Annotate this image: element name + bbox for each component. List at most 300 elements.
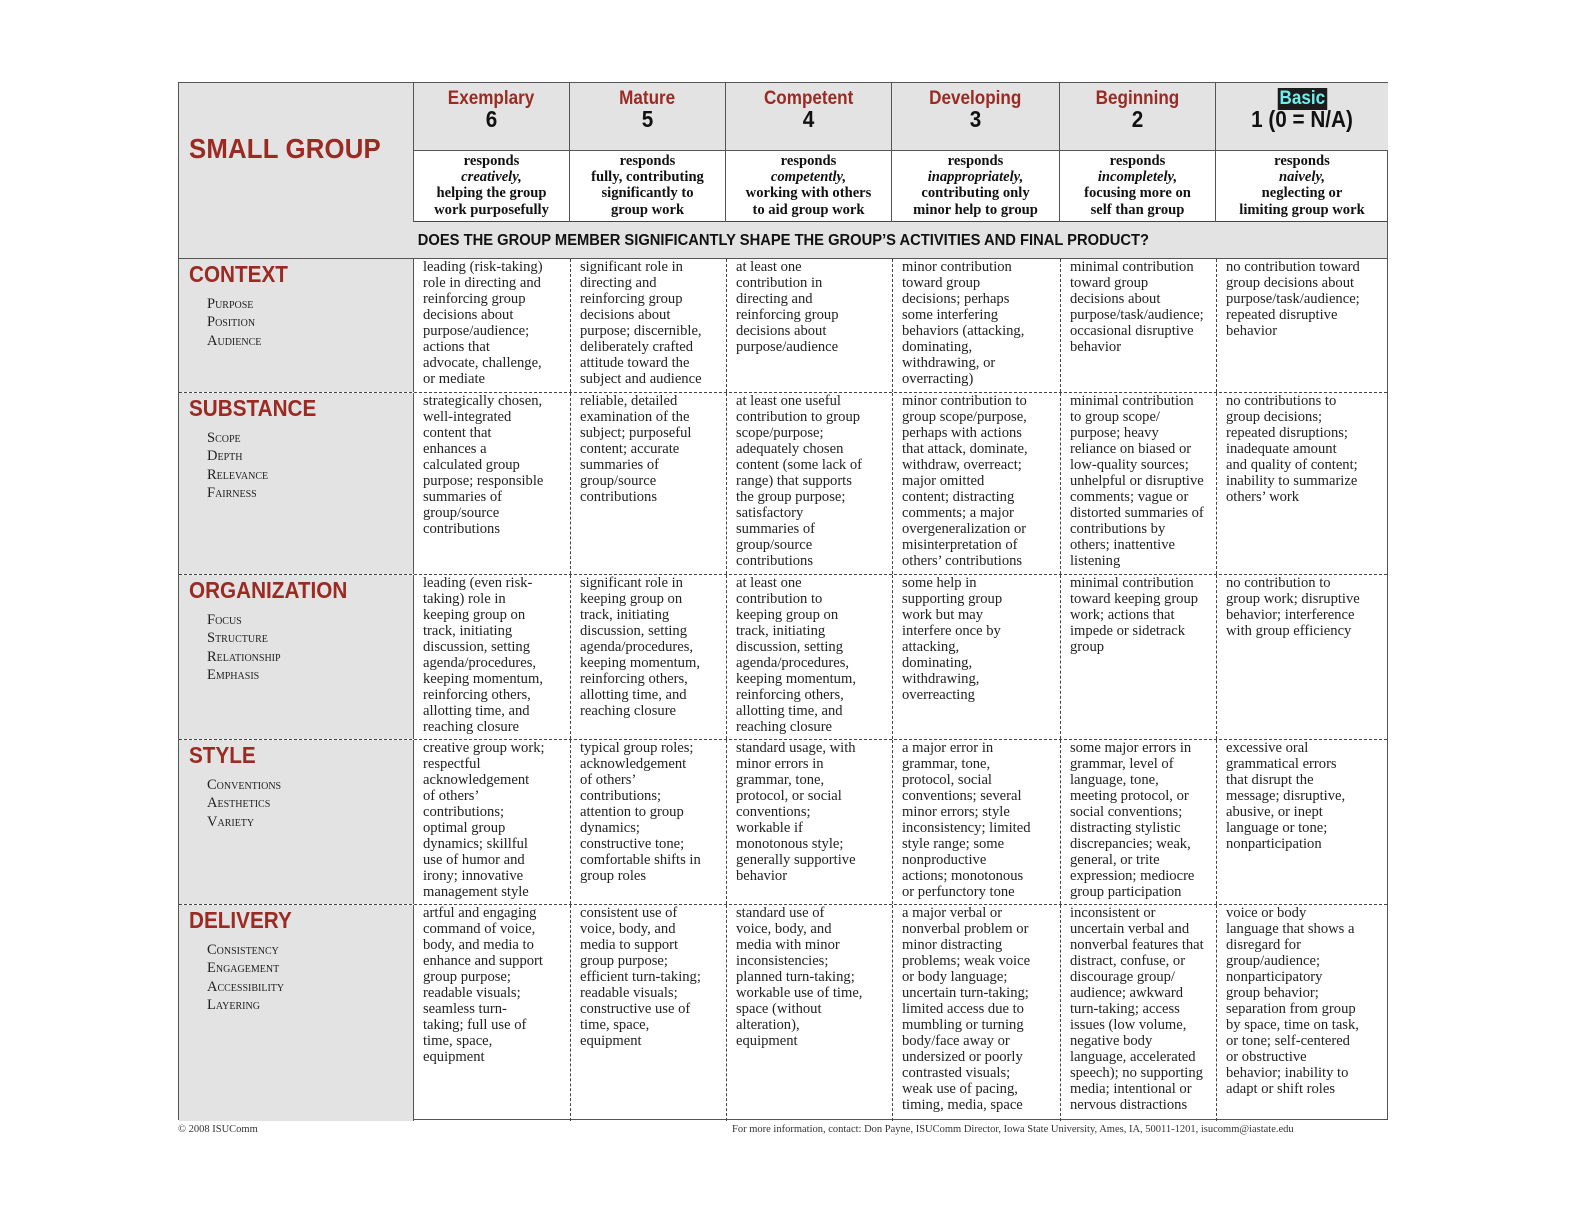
- rubric-cell-line: contrasted visuals;: [902, 1065, 1011, 1081]
- rubric-cell-line: adapt or shift roles: [1226, 1081, 1336, 1097]
- rubric-cell-line: space (without: [736, 1001, 822, 1017]
- level-description: [1060, 152, 1215, 218]
- rubric-cell-line: keeping momentum,: [423, 671, 543, 687]
- rubric-header: [179, 83, 1387, 222]
- level-description-line: responds: [780, 153, 837, 169]
- rubric-cell-line: keeping momentum,: [580, 655, 700, 671]
- rubric-cell-line: actions that: [423, 339, 490, 355]
- rubric-cell-line: unhelpful or disruptive: [1070, 473, 1204, 489]
- rubric-cell-line: by space, time on task,: [1226, 1017, 1359, 1033]
- rubric-cell: [414, 905, 570, 1121]
- rubric-cell-line: turn-taking; access: [1070, 1001, 1180, 1017]
- level-description-line: responds: [947, 153, 1004, 169]
- level-description-line: focusing more on: [1084, 185, 1191, 202]
- level-title-box: [726, 83, 891, 151]
- criterion-subitem: Consistency: [207, 942, 279, 958]
- rubric-cell-line: reinforcing others,: [580, 671, 688, 687]
- level-description: [1216, 152, 1388, 218]
- criterion-subitem: Audience: [207, 332, 262, 349]
- rubric-cell-line: to group scope/: [1070, 409, 1160, 425]
- rubric-cell-line: grammar, tone,: [736, 772, 825, 788]
- rubric-cell-line: speech); no supporting: [1070, 1065, 1203, 1081]
- rubric-cell-line: subject; purposeful: [580, 425, 692, 441]
- rubric-cell-line: reliable, detailed: [580, 393, 678, 409]
- rubric-cell: [1060, 905, 1216, 1121]
- rubric-cell: [892, 905, 1060, 1121]
- rubric-cell-line: keeping group on: [580, 591, 683, 607]
- rubric-cell-line: nonverbal problem or: [902, 921, 1029, 937]
- rubric-cell-line: purpose/audience;: [423, 323, 530, 339]
- rubric-cell-line: generally supportive: [736, 852, 856, 868]
- rubric-cell-line: time, space,: [580, 1017, 650, 1033]
- rubric-cell: [570, 740, 726, 904]
- level-name: Exemplary: [448, 88, 535, 109]
- rubric-cell-line: language, tone,: [1070, 772, 1159, 788]
- rubric-cell-line: audience; awkward: [1070, 985, 1184, 1001]
- rubric-cell: [1060, 740, 1216, 904]
- rubric-cell-line: media with minor: [736, 937, 840, 953]
- rubric-cell-line: enhances a: [423, 441, 487, 457]
- rubric-cell-line: minimal contribution: [1070, 259, 1194, 275]
- rubric-cell-line: group/source: [423, 505, 500, 521]
- criterion-name: SUBSTANCE: [189, 395, 317, 421]
- rubric-cell-line: expression; mediocre: [1070, 868, 1195, 884]
- rubric-cell-line: mumbling or turning: [902, 1017, 1024, 1033]
- rubric-cell: [1060, 575, 1216, 739]
- rubric-cell-line: perhaps with actions: [902, 425, 1022, 441]
- rubric-cell-line: content; accurate: [580, 441, 680, 457]
- rubric-cell-line: standard use of: [736, 905, 825, 921]
- rubric-cell-line: allotting time, and: [736, 703, 843, 719]
- rubric-cell-line: reinforcing group: [423, 291, 526, 307]
- rubric-cell-line: reaching closure: [580, 703, 677, 719]
- rubric-cell-line: others; inattentive: [1070, 537, 1175, 553]
- rubric-cell-line: workable use of time,: [736, 985, 863, 1001]
- rubric-cell-line: others’ contributions: [902, 553, 1023, 569]
- rubric-cell-line: no contribution toward: [1226, 259, 1360, 275]
- criterion-subitems: [207, 429, 268, 503]
- rubric-cell-line: dynamics;: [580, 820, 640, 836]
- rubric-cell-line: low-quality sources;: [1070, 457, 1189, 473]
- rubric-cell: [1216, 905, 1388, 1121]
- rubric-cell-line: directing and: [580, 275, 657, 291]
- rubric-cell: [726, 575, 892, 739]
- rubric-cell: [726, 905, 892, 1121]
- rubric-cell-line: equipment: [580, 1033, 642, 1049]
- criterion-row-delivery: [179, 904, 1387, 1121]
- level-description-line: group work: [610, 201, 685, 218]
- rubric-cell-line: problems; weak voice: [902, 953, 1031, 969]
- rubric-cell-line: discussion, setting: [423, 639, 531, 655]
- criterion-subitem: Focus: [207, 612, 242, 628]
- rubric-cell-line: contributions;: [580, 788, 662, 804]
- rubric-cell-line: group decisions;: [1226, 409, 1323, 425]
- rubric-cell-line: style range; some: [902, 836, 1005, 852]
- rubric-cell-line: disregard for: [1226, 937, 1301, 953]
- rubric-cell-line: group purpose;: [580, 953, 668, 969]
- criterion-subitems: [207, 941, 284, 1015]
- level-description-line: inappropriately,: [927, 169, 1024, 186]
- rubric-cell: [726, 393, 892, 574]
- level-description-line: significantly to: [601, 185, 694, 202]
- rubric-cell-line: repeated disruptions;: [1226, 425, 1348, 441]
- rubric-cell-line: language or tone;: [1226, 820, 1328, 836]
- rubric-cell-line: consistent use of: [580, 905, 678, 921]
- level-description-line: self than group: [1090, 201, 1185, 218]
- rubric-cell-line: equipment: [423, 1049, 485, 1065]
- rubric-cell: [1216, 740, 1388, 904]
- rubric-cell-line: some major errors in: [1070, 740, 1192, 756]
- rubric-cell-line: timing, media, space: [902, 1097, 1023, 1113]
- rubric-cell-line: purpose/task/audience;: [1226, 291, 1360, 307]
- criterion-cell: [179, 575, 414, 739]
- rubric-cell-line: behavior: [1226, 323, 1278, 339]
- rubric-cell-line: comfortable shifts in: [580, 852, 701, 868]
- rubric-cell-line: no contributions to: [1226, 393, 1337, 409]
- rubric-cell-line: nonverbal features that: [1070, 937, 1204, 953]
- rubric-cell-line: use of humor and: [423, 852, 525, 868]
- rubric-cell-line: group decisions about: [1226, 275, 1355, 291]
- rubric-cell-line: contribution in: [736, 275, 823, 291]
- rubric-cell-line: group purpose;: [423, 969, 511, 985]
- rubric-cell-line: well-integrated: [423, 409, 512, 425]
- rubric-cell-line: role in directing and: [423, 275, 541, 291]
- rubric-cell-line: discourage group/: [1070, 969, 1175, 985]
- rubric-cell-line: content; distracting: [902, 489, 1015, 505]
- level-score: 4: [802, 106, 815, 132]
- rubric-cell-line: decisions about: [736, 323, 827, 339]
- rubric-cell-line: or mediate: [423, 371, 485, 387]
- rubric-cell-line: work; actions that: [1070, 607, 1175, 623]
- level-header-2: [726, 83, 892, 222]
- rubric-cell-line: reinforcing group: [736, 307, 839, 323]
- rubric-cell-line: group/audience;: [1226, 953, 1321, 969]
- level-score: 1 (0 = N/A): [1251, 106, 1353, 132]
- rubric-cell-line: issues (low volume,: [1070, 1017, 1187, 1033]
- rubric-cell-line: limited access due to: [902, 1001, 1024, 1017]
- level-name: Developing: [929, 88, 1022, 109]
- rubric-cell-line: content that: [423, 425, 492, 441]
- criterion-cell: [179, 905, 414, 1121]
- rubric-cell: [892, 740, 1060, 904]
- rubric-cell-line: minor contribution to: [902, 393, 1027, 409]
- criterion-subitem: Relevance: [207, 466, 269, 483]
- level-description: [570, 152, 725, 218]
- criterion-subitem: Position: [207, 314, 256, 331]
- rubric-cell-line: efficient turn-taking;: [580, 969, 701, 985]
- rubric-cell-line: summaries of: [736, 521, 816, 537]
- rubric-cell: [726, 259, 892, 392]
- rubric-cell-line: voice or body: [1226, 905, 1307, 921]
- rubric-cell-line: distracting stylistic: [1070, 820, 1181, 836]
- rubric-cell-line: minor contribution: [902, 259, 1012, 275]
- rubric-cell-line: language, accelerated: [1070, 1049, 1196, 1065]
- rubric-cell: [726, 740, 892, 904]
- rubric-cell-line: attention to group: [580, 804, 684, 820]
- rubric-cell-line: respectful: [423, 756, 481, 772]
- rubric-cell-line: taking) role in: [423, 591, 506, 607]
- rubric-cell-line: contribution to: [736, 591, 823, 607]
- rubric-cell-line: overreacting: [902, 687, 975, 703]
- rubric-cell: [414, 575, 570, 739]
- rubric-cell-line: reaching closure: [423, 719, 520, 735]
- rubric-cell: [414, 393, 570, 574]
- rubric-cell-line: undersized or poorly: [902, 1049, 1023, 1065]
- rubric-cell-line: readable visuals;: [580, 985, 678, 1001]
- rubric-cell-line: nonparticipation: [1226, 836, 1322, 852]
- rubric-cell-line: at least one: [736, 259, 802, 275]
- rubric-cell-line: comments; a major: [902, 505, 1014, 521]
- rubric-cell-line: others’ work: [1226, 489, 1300, 505]
- rubric-cell: [570, 259, 726, 392]
- rubric-cell-line: summaries of: [423, 489, 503, 505]
- rubric-cell-line: keeping momentum,: [736, 671, 856, 687]
- level-description-line: working with others: [745, 185, 872, 202]
- rubric-cell-line: purpose; heavy: [1070, 425, 1159, 441]
- level-description: [892, 152, 1059, 218]
- criterion-subitem: Purpose: [207, 296, 254, 312]
- criterion-subitem: Emphasis: [207, 667, 260, 684]
- rubric-cell-line: overgeneralization or: [902, 521, 1027, 537]
- rubric-cell-line: no contribution to: [1226, 575, 1331, 591]
- criterion-subitem: Engagement: [207, 960, 280, 977]
- rubric-cell: [414, 259, 570, 392]
- rubric-cell-line: misinterpretation of: [902, 537, 1018, 553]
- rubric-cell-line: agenda/procedures,: [736, 655, 850, 671]
- criterion-subitem: Fairness: [207, 485, 257, 502]
- criterion-name: STYLE: [189, 742, 256, 768]
- guiding-question-text: DOES THE GROUP MEMBER SIGNIFICANTLY SHAPE THE GROUP’S ACTIVITIES AND FINAL PRODUCT?: [417, 232, 1149, 249]
- rubric-cell-line: of others’: [423, 788, 480, 804]
- level-name: Competent: [763, 88, 854, 109]
- level-description-line: work purposefully: [434, 201, 549, 218]
- rubric-cell-line: minimal contribution: [1070, 393, 1194, 409]
- level-score: 3: [969, 106, 982, 132]
- rubric-cell-line: advocate, challenge,: [423, 355, 542, 371]
- criterion-row-context: [179, 259, 1387, 392]
- rubric-cell-line: reaching closure: [736, 719, 833, 735]
- rubric-cell-line: track, initiating: [580, 607, 670, 623]
- rubric-cell-line: command of voice,: [423, 921, 536, 937]
- rubric-cell-line: that attack, dominate,: [902, 441, 1028, 457]
- rubric-cell-line: keeping group on: [736, 607, 839, 623]
- rubric-cell-line: workable if: [736, 820, 803, 836]
- level-header-4: [1060, 83, 1216, 222]
- rubric-cell-line: decisions about: [1070, 291, 1161, 307]
- rubric-cell-line: deliberately crafted: [580, 339, 694, 355]
- rubric-cell-line: listening: [1070, 553, 1121, 569]
- criterion-subitem: Accessibility: [207, 978, 285, 995]
- rubric-cell-line: irony; innovative: [423, 868, 524, 884]
- level-description-line: limiting group work: [1239, 201, 1365, 218]
- level-description-line: fully, contributing: [591, 169, 704, 186]
- level-description-line: contributing only: [921, 185, 1030, 202]
- rubric-cell-line: or obstructive: [1226, 1049, 1307, 1065]
- rubric-cell-line: summaries of: [580, 457, 660, 473]
- rubric-cell-line: overracting): [902, 371, 974, 387]
- rubric-cell-line: purpose/task/audience;: [1070, 307, 1204, 323]
- contact-info: For more information, contact: Don Payne, ISUComm Director, Iowa State University, Ames, IA, 50011-1201, isucomm@iastate.edu: [732, 1124, 1294, 1135]
- rubric-cell: [1060, 259, 1216, 392]
- rubric-cell-line: toward keeping group: [1070, 591, 1199, 607]
- criterion-row-substance: [179, 392, 1387, 574]
- rubric-cell-line: taking; full use of: [423, 1017, 527, 1033]
- rubric-cell-line: agenda/procedures,: [423, 655, 537, 671]
- rubric-cell-line: adequately chosen: [736, 441, 844, 457]
- rubric-cell-line: comments; vague or: [1070, 489, 1189, 505]
- rubric-cell-line: meeting protocol, or: [1070, 788, 1189, 804]
- criterion-subitems: [207, 611, 281, 685]
- rubric-cell-line: nonparticipatory: [1226, 969, 1323, 985]
- rubric-cell-line: withdrawing,: [902, 671, 980, 687]
- rubric-cell-line: decisions about: [423, 307, 514, 323]
- rubric-cell-line: withdrawing, or: [902, 355, 996, 371]
- rubric-cell-line: monotonous style;: [736, 836, 844, 852]
- rubric-cell-line: group participation: [1070, 884, 1182, 900]
- rubric-cell-line: nervous distractions: [1070, 1097, 1188, 1113]
- rubric-cell-line: optimal group: [423, 820, 506, 836]
- rubric-cell-line: equipment: [736, 1033, 798, 1049]
- rubric-cell-line: that disrupt the: [1226, 772, 1314, 788]
- rubric-cell-line: scope/purpose;: [736, 425, 824, 441]
- rubric-cell-line: dominating,: [902, 339, 973, 355]
- rubric-cell-line: inadequate amount: [1226, 441, 1337, 457]
- criterion-subitem: Structure: [207, 630, 268, 647]
- rubric-cell-line: behavior; interference: [1226, 607, 1355, 623]
- rubric-cell-line: purpose/audience: [736, 339, 839, 355]
- rubric-cell-line: toward group: [1070, 275, 1149, 291]
- rubric-cell-line: a major verbal or: [902, 905, 1003, 921]
- rubric-cell-line: contributions: [580, 489, 658, 505]
- level-description-line: naively,: [1278, 169, 1326, 186]
- rubric-cell-line: agenda/procedures,: [580, 639, 694, 655]
- rubric-cell-line: major omitted: [902, 473, 985, 489]
- rubric-cell-line: constructive use of: [580, 1001, 691, 1017]
- rubric-cell-line: contributions;: [423, 804, 505, 820]
- rubric-cell-line: group work; disruptive: [1226, 591, 1360, 607]
- rubric-title: SMALL GROUP: [189, 133, 381, 164]
- rubric-cell-line: conventions; several: [902, 788, 1022, 804]
- rubric-cell-line: track, initiating: [736, 623, 826, 639]
- rubric-cell-line: range) that supports: [736, 473, 852, 489]
- criterion-name: DELIVERY: [189, 907, 292, 933]
- level-description-line: responds: [619, 153, 676, 169]
- criterion-row-organization: [179, 574, 1387, 739]
- rubric-cell-line: contributions: [736, 553, 814, 569]
- level-name: Beginning: [1095, 88, 1180, 109]
- level-header-3: [892, 83, 1060, 222]
- rubric-cell-line: or body language;: [902, 969, 1008, 985]
- rubric-cell-line: seamless turn-: [423, 1001, 507, 1017]
- level-description: [726, 152, 891, 218]
- level-description-line: responds: [1109, 153, 1166, 169]
- rubric-cell-line: general, or trite: [1070, 852, 1160, 868]
- rubric-cell-line: conventions;: [736, 804, 811, 820]
- rubric-cell-line: group/source: [736, 537, 813, 553]
- rubric-cell-line: voice, body, and: [736, 921, 832, 937]
- rubric-cell-line: nonproductive: [902, 852, 987, 868]
- level-title-box: [892, 83, 1059, 151]
- rubric-cell-line: actions; monotonous: [902, 868, 1024, 884]
- rubric-cell-line: significant role in: [580, 575, 683, 591]
- rubric-cell-line: interfere once by: [902, 623, 1001, 639]
- rubric-cell-line: enhance and support: [423, 953, 543, 969]
- rubric-cell-line: time, space,: [423, 1033, 493, 1049]
- rubric-cell-line: toward group: [902, 275, 981, 291]
- level-title-box: [414, 83, 569, 151]
- rubric-cell-line: uncertain turn-taking;: [902, 985, 1029, 1001]
- rubric-cell-line: allotting time, and: [580, 687, 687, 703]
- criterion-name: ORGANIZATION: [189, 577, 348, 603]
- rubric-cell-line: inconsistent or: [1070, 905, 1156, 921]
- rubric-cell-line: or perfunctory tone: [902, 884, 1015, 900]
- rubric-cell-line: at least one: [736, 575, 802, 591]
- rubric-cell-line: with group efficiency: [1226, 623, 1352, 639]
- rubric-cell-line: standard usage, with: [736, 740, 856, 756]
- level-description-line: neglecting or: [1261, 185, 1343, 202]
- rubric-table: [178, 82, 1388, 1120]
- rubric-cell-line: separation from group: [1226, 1001, 1356, 1017]
- rubric-cell-line: at least one useful: [736, 393, 841, 409]
- rubric-cell-line: negative body: [1070, 1033, 1153, 1049]
- rubric-cell-line: withdraw, overreact;: [902, 457, 1022, 473]
- rubric-cell-line: message; disruptive,: [1226, 788, 1346, 804]
- rubric-cell-line: supporting group: [902, 591, 1003, 607]
- rubric-cell: [1216, 393, 1388, 574]
- rubric-cell-line: body, and media to: [423, 937, 534, 953]
- level-description-line: creatively,: [461, 169, 522, 186]
- criterion-cell: [179, 393, 414, 574]
- rubric-cell-line: inability to summarize: [1226, 473, 1358, 489]
- level-header-1: [570, 83, 726, 222]
- rubric-cell-line: inconsistencies;: [736, 953, 829, 969]
- rubric-cell-line: minimal contribution: [1070, 575, 1194, 591]
- rubric-cell-line: calculated group: [423, 457, 520, 473]
- rubric-cell: [570, 575, 726, 739]
- rubric-cell-line: reinforcing others,: [736, 687, 844, 703]
- rubric-cell-line: constructive tone;: [580, 836, 685, 852]
- criterion-subitems: [207, 776, 281, 831]
- level-title-box: [570, 83, 725, 151]
- rubric-cell-line: voice, body, and: [580, 921, 676, 937]
- rubric-cell-line: discussion, setting: [580, 623, 688, 639]
- rubric-cell-line: dynamics; skillful: [423, 836, 528, 852]
- criterion-cell: [179, 259, 414, 392]
- rubric-cell-line: media; intentional or: [1070, 1081, 1192, 1097]
- rubric-cell-line: weak use of pacing,: [902, 1081, 1018, 1097]
- rubric-cell-line: protocol, or social: [736, 788, 842, 804]
- level-header-5: [1216, 83, 1388, 222]
- level-description-line: responds: [1274, 153, 1330, 169]
- rubric-cell-line: typical group roles;: [580, 740, 694, 756]
- rubric-cell-line: group roles: [580, 868, 647, 884]
- rubric-cell: [1216, 259, 1388, 392]
- rubric-cell-line: leading (risk-taking): [423, 259, 543, 275]
- rubric-cell-line: decisions; perhaps: [902, 291, 1010, 307]
- rubric-cell-line: of others’: [580, 772, 637, 788]
- rubric-cell-line: excessive oral: [1226, 740, 1309, 756]
- rubric-cell-line: alteration),: [736, 1017, 800, 1033]
- rubric-cell-line: social conventions;: [1070, 804, 1183, 820]
- rubric-cell-line: distorted summaries of: [1070, 505, 1204, 521]
- rubric-cell-line: track, initiating: [423, 623, 513, 639]
- level-description-line: competently,: [770, 169, 847, 186]
- rubric-cell-line: minor errors in: [736, 756, 824, 772]
- rubric-cell-line: group behavior;: [1226, 985, 1319, 1001]
- rubric-cell-line: work but may: [902, 607, 984, 623]
- rubric-cell-line: subject and audience: [580, 371, 702, 387]
- rubric-cell-line: contribution to group: [736, 409, 861, 425]
